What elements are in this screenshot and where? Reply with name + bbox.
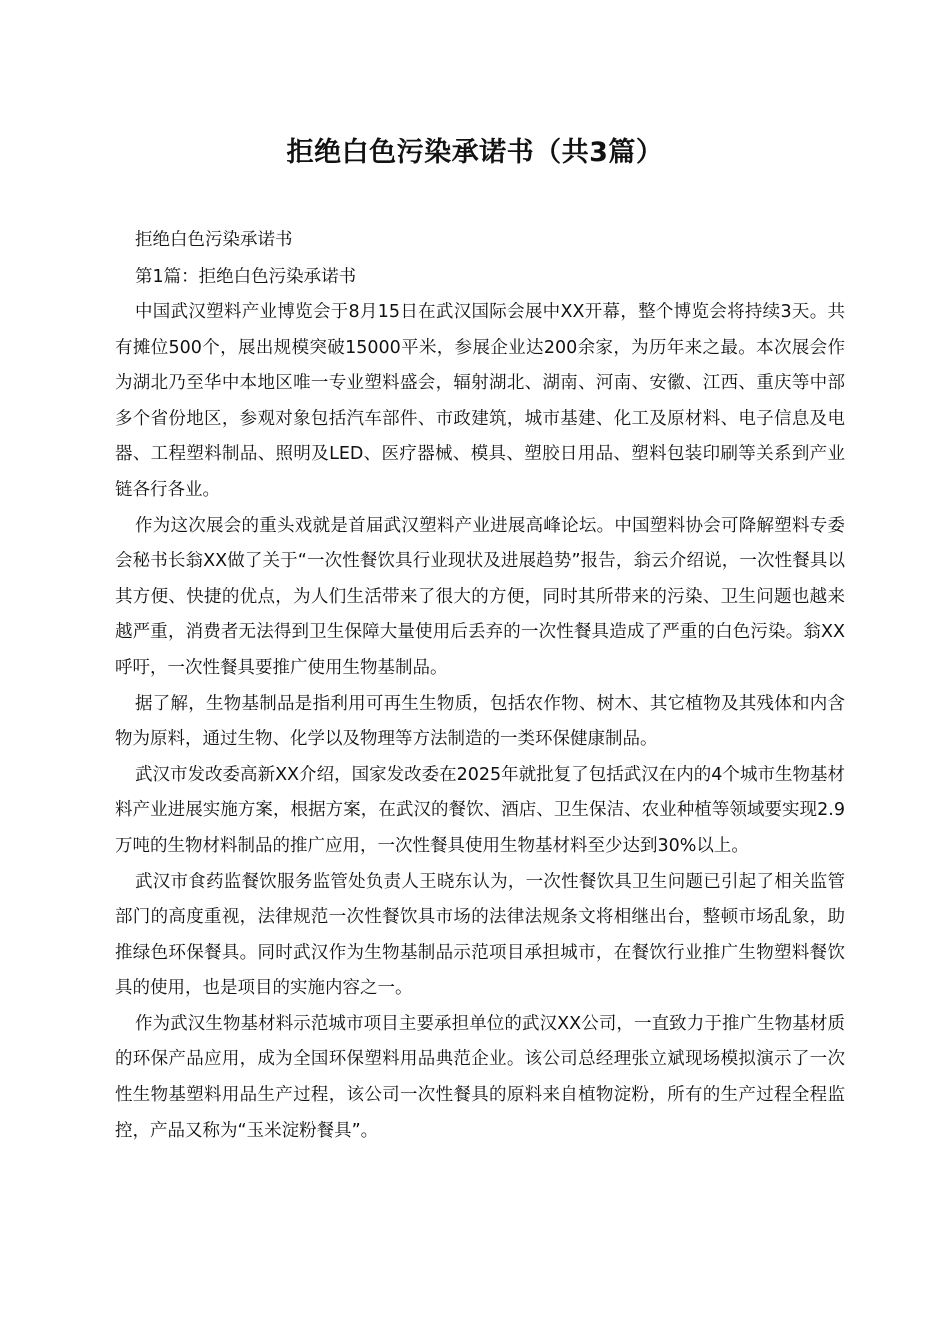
paragraph-forum-report: 作为这次展会的重头戏就是首届武汉塑料产业进展高峰论坛。中国塑料协会可降解塑料专委会秘书长翁XX做了关于“一次性餐饮具行业现状及进展趋势”报告，翁云介绍说，一次性餐具以其方便、快捷的优点，为人们生活带来了很大的方便，同时其所带来的污染、卫生问题也越来越严重，消费者无法得到卫生保障大量使用后丢弃的一次性餐具造成了严重的白色污染。翁XX呼吁，一次性餐具要推广使用生物基制品。 [115, 515, 845, 678]
paragraph-bio-products: 据了解，生物基制品是指利用可再生生物质，包括农作物、树木、其它植物及其残体和内含物为原料，通过生物、化学以及物理等方法制造的一类环保健康制品。 [115, 693, 845, 750]
document-subtitle: 拒绝白色污染承诺书 [135, 230, 293, 250]
document-body [115, 222, 845, 1149]
paragraph-regulation: 武汉市食药监餐饮服务监管处负责人王晓东认为，一次性餐饮具卫生问题已引起了相关监管部门的高度重视，法律规范一次性餐饮具市场的法律法规条文将相继出台，整顿市场乱象，助推绿色环保餐具。同时武汉作为生物基制品示范项目承担城市，在餐饮行业推广生物塑料餐饮具的使用，也是项目的实施内容之一。 [115, 871, 845, 999]
chapter-heading: 第1篇：拒绝白色污染承诺书 [135, 266, 357, 287]
paragraph-company-demo: 作为武汉生物基材料示范城市项目主要承担单位的武汉XX公司，一直致力于推广生物基材质的环保产品应用，成为全国环保塑料用品典范企业。该公司总经理张立斌现场模拟演示了一次性生物基塑料用品生产过程，该公司一次性餐具的原料来自植物淀粉，所有的生产过程全程监控，产品又称为“玉米淀粉餐具”。 [115, 1013, 845, 1141]
document-title: 拒绝白色污染承诺书（共3篇） [286, 137, 664, 168]
paragraph-government-plan: 武汉市发改委高新XX介绍，国家发改委在2025年就批复了包括武汉在内的4个城市生物基材料产业进展实施方案，根据方案，在武汉的餐饮、酒店、卫生保洁、农业种植等领域要实现2.9万吨的生物材料制品的推广应用，一次性餐具使用生物基材料至少达到30%以上。 [115, 764, 845, 856]
paragraph-expo-overview: 中国武汉塑料产业博览会于8月15日在武汉国际会展中XX开幕，整个博览会将持续3天。共有摊位500个，展出规模突破15000平米，参展企业达200余家，为历年来之最。本次展会作为湖北乃至华中本地区唯一专业塑料盛会，辐射湖北、湖南、河南、安徽、江西、重庆等中部多个省份地区，参观对象包括汽车部件、市政建筑，城市基建、化工及原材料、电子信息及电器、工程塑料制品、照明及LED、医疗器械、模具、塑胶日用品、塑料包装印刷等关系到产业链各行各业。 [115, 302, 845, 500]
